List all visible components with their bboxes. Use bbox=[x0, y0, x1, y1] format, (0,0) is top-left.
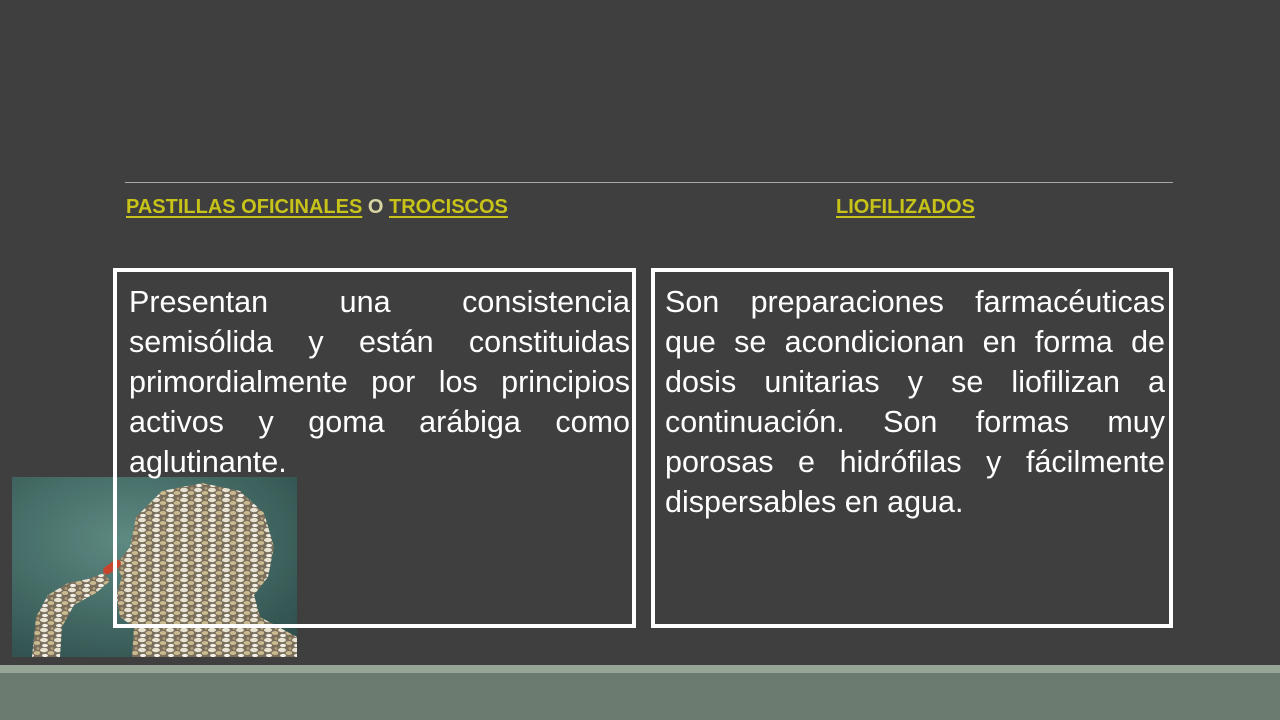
text-box-pastillas bbox=[113, 268, 636, 628]
footer-accent-line bbox=[0, 665, 1280, 673]
text-box-liofilizados bbox=[651, 268, 1173, 628]
pastillas-description: Presentan una consistencia semisólida y están constituidas primordialmente por los principios activos y goma arábiga como aglutinante. bbox=[129, 285, 630, 479]
link-pastillas-oficinales[interactable]: PASTILLAS OFICINALES bbox=[126, 196, 363, 218]
heading-pastillas-trociscos bbox=[126, 196, 508, 219]
footer-band bbox=[0, 665, 1280, 720]
link-liofilizados[interactable]: LIOFILIZADOS bbox=[836, 196, 975, 218]
divider-line bbox=[125, 182, 1173, 183]
heading-liofilizados bbox=[836, 196, 975, 219]
liofilizados-description: Son preparaciones farmacéuticas que se acondicionan en forma de dosis unitarias y se liofilizan a continuación. Son formas muy porosas e hidrófilas y fácilmente dispersables en agua. bbox=[665, 285, 1165, 519]
heading-conjunction: O bbox=[362, 196, 389, 218]
link-trociscos[interactable]: TROCISCOS bbox=[388, 196, 508, 218]
